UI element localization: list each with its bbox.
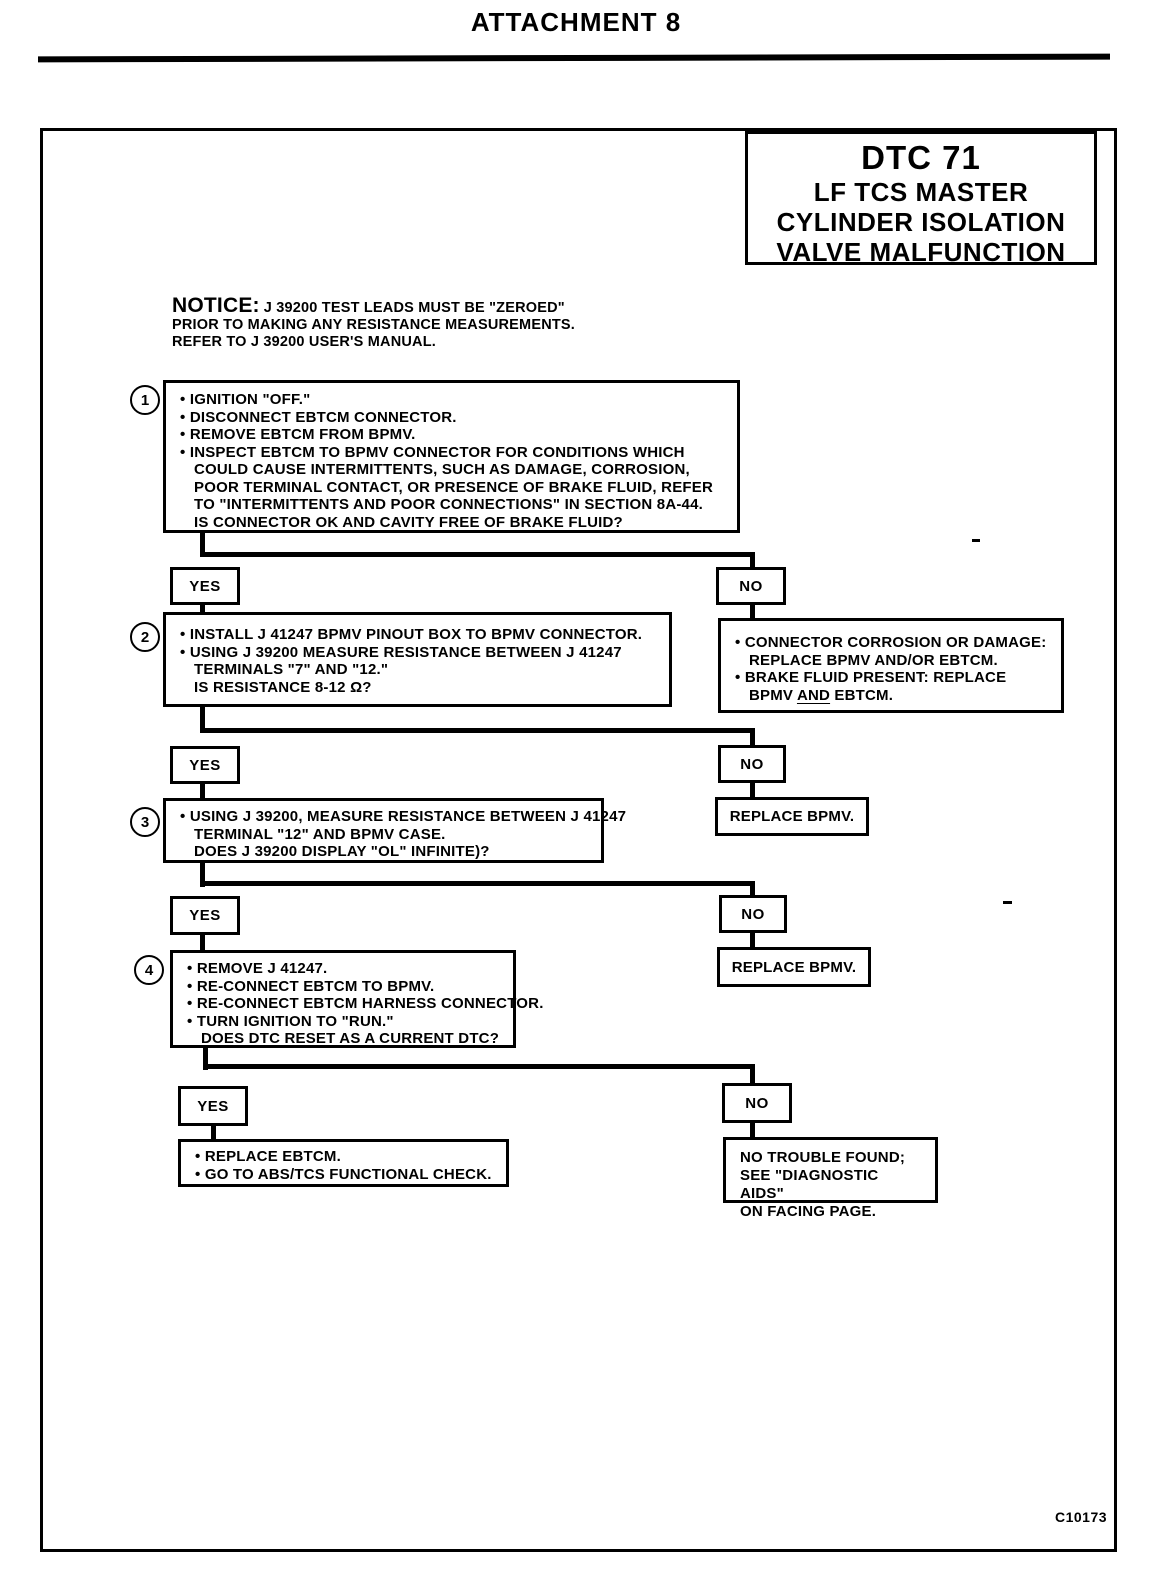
connector-line [200, 728, 755, 733]
outcome-text-line: • GO TO ABS/TCS FUNCTIONAL CHECK. [195, 1166, 494, 1184]
step-number-circle [134, 955, 164, 985]
step-question-line: IS CONNECTOR OK AND CAVITY FREE OF BRAKE FLUID? [194, 513, 623, 531]
dtc-title-line: LF TCS MASTER [813, 177, 1029, 207]
no-branch-box [719, 895, 787, 933]
step-question-line: IS RESISTANCE 8-12 Ω? [194, 678, 372, 696]
connector-line [200, 784, 205, 798]
step-4-box [170, 950, 544, 1048]
no-branch-box [718, 745, 786, 783]
dtc-title-line: CYLINDER ISOLATION [776, 207, 1066, 237]
step-text-line: • DISCONNECT EBTCM CONNECTOR. [180, 409, 725, 427]
step-number-circle [130, 622, 160, 652]
step-number: 4 [144, 961, 154, 979]
scan-artifact [972, 539, 980, 542]
connector-line [200, 881, 755, 886]
yes-label: YES [189, 756, 221, 774]
step-text-line: POOR TERMINAL CONTACT, OR PRESENCE OF BRAKE FLUID, REFER [194, 478, 713, 496]
outcome-text-line: BPMV AND EBTCM. [749, 686, 894, 704]
step-text-line: TERMINALS "7" AND "12." [194, 661, 389, 678]
notice-label: NOTICE: [172, 294, 260, 317]
step-3-box [163, 798, 627, 863]
step-text-line: • IGNITION "OFF." [180, 391, 725, 409]
step-question-line: DOES J 39200 DISPLAY "OL" INFINITE)? [194, 843, 490, 860]
outcome-text-line: REPLACE BPMV AND/OR EBTCM. [749, 651, 998, 669]
step-text-line: • USING J 39200, MEASURE RESISTANCE BETWEEN J 41247 [180, 808, 589, 826]
step-number: 2 [140, 628, 150, 646]
page-title: ATTACHMENT 8 [470, 7, 682, 37]
no-label: NO [739, 577, 763, 595]
step-text-line: • REMOVE EBTCM FROM BPMV. [180, 426, 725, 444]
step-text-line: TO "INTERMITTENTS AND POOR CONNECTIONS" IN SECTION 8A-44. [194, 496, 703, 513]
scan-artifact [1003, 901, 1012, 904]
notice-text-line: J 39200 TEST LEADS MUST BE "ZEROED" [263, 300, 565, 316]
outcome-text-line: • BRAKE FLUID PRESENT: REPLACE [735, 669, 1049, 687]
outcome-replace-bpmv-box [717, 947, 871, 987]
yes-branch-box [170, 896, 240, 935]
yes-label: YES [197, 1097, 229, 1115]
outcome-final-yes-box [178, 1139, 509, 1187]
step-number-circle [130, 385, 160, 415]
no-branch-box [722, 1083, 792, 1123]
connector-line [750, 783, 755, 797]
yes-label: YES [189, 907, 221, 924]
yes-branch-box [170, 746, 240, 784]
yes-label: YES [189, 577, 221, 595]
step-number: 3 [140, 813, 150, 831]
step-number-circle [130, 807, 160, 837]
step-text-line: • RE-CONNECT EBTCM HARNESS CONNECTOR. [187, 995, 501, 1013]
yes-branch-box [178, 1086, 248, 1126]
header-rule [38, 54, 1110, 63]
connector-line [750, 728, 755, 745]
step-text-line: • INSPECT EBTCM TO BPMV CONNECTOR FOR CONDITIONS WHICH [180, 444, 725, 462]
step-text-line: • REMOVE J 41247. [187, 960, 501, 978]
outcome-text-line: • CONNECTOR CORROSION OR DAMAGE: [735, 634, 1049, 652]
notice-text-line: REFER TO J 39200 USER'S MANUAL. [172, 334, 436, 350]
connector-line [200, 935, 205, 950]
connector-line [750, 1064, 755, 1083]
connector-line [750, 933, 755, 947]
step-1-box [163, 380, 740, 533]
step-text-line: COULD CAUSE INTERMITTENTS, SUCH AS DAMAGE, CORROSION, [194, 461, 690, 478]
connector-line [750, 881, 755, 895]
dtc-title-box [745, 131, 1097, 265]
step-text-line: TERMINAL "12" AND BPMV CASE. [194, 825, 446, 843]
step-text-line: • TURN IGNITION TO "RUN." [187, 1013, 501, 1031]
outcome-text: REPLACE BPMV. [729, 808, 855, 825]
outcome-replace-bpmv-box [715, 797, 869, 836]
no-branch-box [716, 567, 786, 605]
step-text-line: • USING J 39200 MEASURE RESISTANCE BETWEEN J 41247 [180, 644, 657, 662]
step-2-box [163, 612, 672, 707]
outcome-text-line: ON FACING PAGE. [740, 1203, 877, 1220]
notice-block [172, 294, 672, 351]
figure-code: C10173 [1055, 1509, 1108, 1525]
dtc-title-line: VALVE MALFUNCTION [776, 237, 1066, 267]
outcome-text-line: SEE "DIAGNOSTIC AIDS" [740, 1167, 879, 1202]
step-text-line: • RE-CONNECT EBTCM TO BPMV. [187, 978, 501, 996]
connector-line [200, 552, 755, 557]
step-number: 1 [140, 391, 150, 409]
underlined-word: AND [796, 686, 831, 704]
step-question-line: DOES DTC RESET AS A CURRENT DTC? [201, 1030, 500, 1047]
outcome-text-line: NO TROUBLE FOUND; [740, 1149, 906, 1166]
outcome-corrosion-box [718, 618, 1064, 713]
connector-line [211, 1126, 216, 1139]
connector-line [203, 1064, 755, 1069]
connector-line [750, 552, 755, 568]
no-label: NO [745, 1094, 769, 1112]
connector-line [750, 1123, 755, 1137]
notice-text-line: PRIOR TO MAKING ANY RESISTANCE MEASUREMENTS. [172, 317, 576, 333]
step-text-line: • INSTALL J 41247 BPMV PINOUT BOX TO BPMV CONNECTOR. [180, 626, 657, 644]
no-label: NO [741, 905, 765, 923]
dtc-code: DTC 71 [861, 139, 981, 176]
outcome-final-no-box [723, 1137, 938, 1220]
yes-branch-box [170, 567, 240, 605]
outcome-text: REPLACE BPMV. [731, 958, 857, 976]
outcome-text-line: • REPLACE EBTCM. [195, 1148, 494, 1166]
no-label: NO [740, 755, 764, 773]
